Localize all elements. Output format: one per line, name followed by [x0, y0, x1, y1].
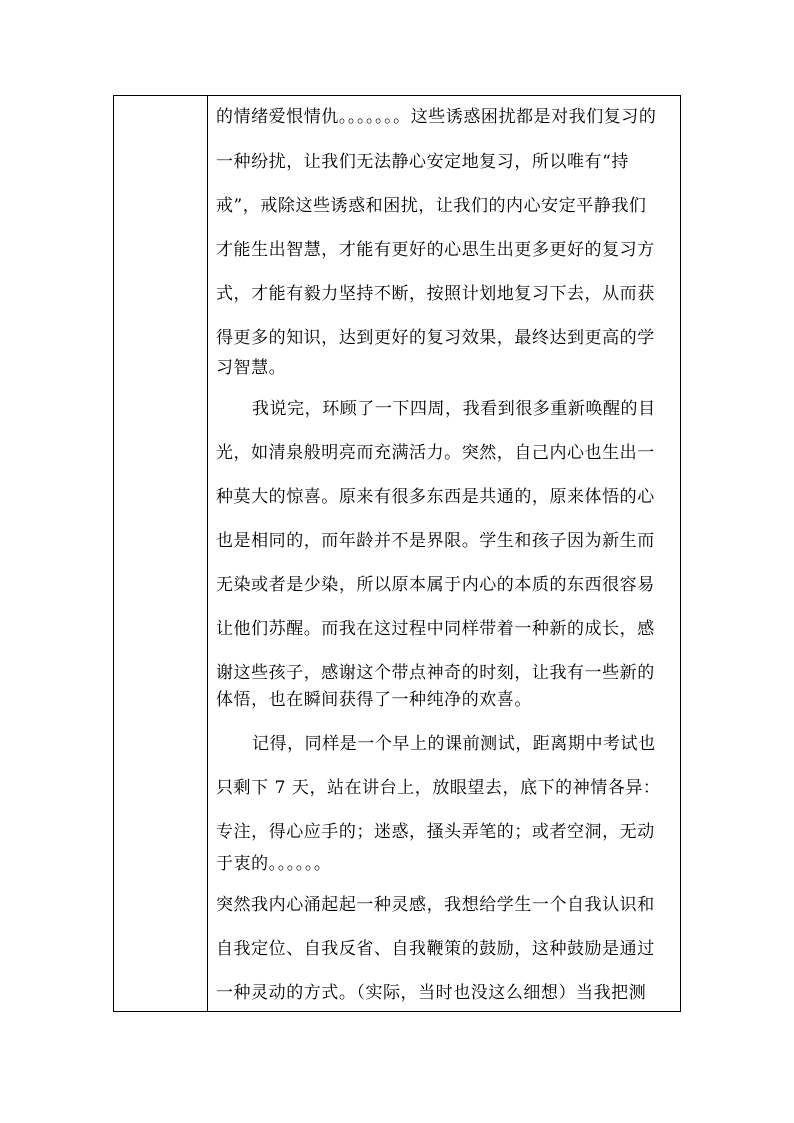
- text-line: 得更多的知识，达到更好的复习效果，最终达到更高的学: [216, 328, 655, 348]
- text-line: 自我定位、自我反省、自我鞭策的鼓励，这种鼓励是通过: [216, 939, 655, 959]
- paragraph-first-line: 突然我内心涌起起一种灵感，我想给学生一个自我认识和: [216, 895, 655, 915]
- text-line: 只剩下 7 天，站在讲台上，放眼望去，底下的神情各异：: [216, 778, 661, 798]
- document-table: [113, 95, 681, 1012]
- text-line: 戒”，戒除这些诱惑和困扰，让我们的内心安定平静我们: [216, 196, 647, 216]
- text-line: 专注，得心应手的；迷惑，搔头弄笔的；或者空洞，无动: [216, 822, 655, 842]
- text-line: 于衷的。。。。。。: [216, 854, 332, 874]
- text-line: 种莫大的惊喜。原来有很多东西是共通的，原来体悟的心: [216, 487, 655, 507]
- text-line: 一种纷扰，让我们无法静心安定地复习，所以唯有“持: [216, 152, 629, 172]
- text-line: 让他们苏醒。而我在这过程中同样带着一种新的成长，感: [216, 619, 655, 639]
- text-line: 无染或者是少染，所以原本属于内心的本质的东西很容易: [216, 575, 655, 595]
- text-line: 习智慧。: [216, 358, 287, 378]
- text-line: 也是相同的，而年龄并不是界限。学生和孩子因为新生而: [216, 531, 655, 551]
- text-line: 式，才能有毅力坚持不断，按照计划地复习下去，从而获: [216, 284, 655, 304]
- text-line: 的情绪爱恨情仇。。。。。。。这些诱惑困扰都是对我们复习的: [216, 107, 657, 127]
- table-content-cell: [209, 96, 680, 1011]
- text-line: 体悟，也在瞬间获得了一种纯净的欢喜。: [216, 690, 532, 710]
- table-left-column: [114, 96, 208, 1011]
- text-line: 才能生出智慧，才能有更好的心思生出更多更好的复习方: [216, 240, 655, 260]
- paragraph-first-line: 记得，同样是一个早上的课前测试，距离期中考试也: [252, 734, 656, 754]
- text-line: 一种灵动的方式。（实际，当时也没这么细想）当我把测: [216, 983, 647, 1003]
- paragraph-first-line: 我说完，环顾了一下四周，我看到很多重新唤醒的目: [252, 399, 656, 419]
- text-line: 谢这些孩子，感谢这个带点神奇的时刻，让我有一些新的: [216, 663, 655, 683]
- text-line: 光，如清泉般明亮而充满活力。突然，自己内心也生出一: [216, 443, 655, 463]
